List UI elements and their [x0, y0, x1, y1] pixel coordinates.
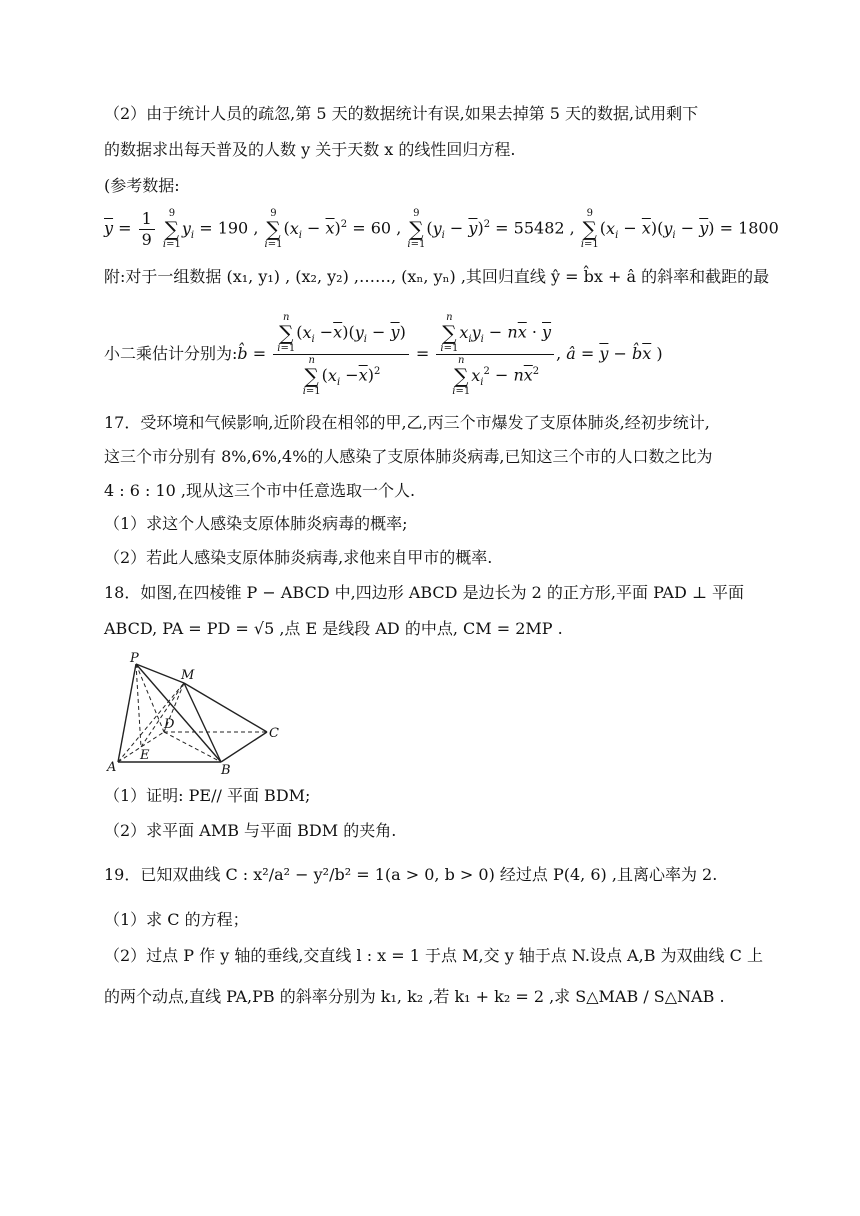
q16-appendix: 附:对于一组数据 (x₁, y₁) , (x₂, y₂) ,……, (xₙ, yₙ) ,其回归直线 ŷ = b̂x + â 的斜率和截距的最 [104, 267, 770, 286]
ref-syy: 55482 [513, 218, 565, 238]
ref-mean-y: 190 [217, 218, 249, 238]
q17-part2: （2）若此人感染支原体肺炎病毒,求他来自甲市的概率. [104, 548, 493, 567]
q19-part2-line2: 的两个动点,直线 PA,PB 的斜率分别为 k₁, k₂ ,若 k₁ + k₂ = 2 ,求 S△MAB / S△NAB . [104, 987, 725, 1006]
label-A: A [107, 760, 117, 775]
q16-ols-formula: 小二乘估计分别为:b̂ = n ∑ i=1 $(x_i -\overline{x})(y_i - \overline{y})$ n ∑ i=1 $(x_i -\overline{x})^2$ = n ∑ i=1 $x_iy_i - n\overline{x} \cdot \overline{y}$ n ∑ i=1 $x_i^2 - n\overline{x}^2$ , â = $\overline{y}$ − $b̂\overline{x}$ ) [104, 312, 663, 397]
q16-reference-formulas: $\overline{y}$ = $\frac{1}{9}$ 9 ∑ i=1 $y_i = 190$ , 9 ∑ i=1 $(x_i - \overline{x})^2 = 60$ , 9 ∑ i=1 $(y_i - \overline{y})^2 = 55482$ , 9 ∑ i=1 $(x_i - \overline{x})(y_i - \overline{y}) = 1800$ [104, 208, 779, 250]
q17-line3: 4 : 6 : 10 ,现从这三个市中任意选取一个人. [104, 481, 416, 500]
q16-part2-line1: （2）由于统计人员的疏忽,第 5 天的数据统计有误,如果去掉第 5 天的数据,试用剩下 [104, 104, 699, 123]
ols-prefix: 小二乘估计分别为: [104, 344, 238, 363]
q16-part2-line2: 的数据求出每天普及的人数 y 关于天数 x 的线性回归方程. [104, 140, 516, 159]
q17-line1: 17．受环境和气候影响,近阶段在相邻的甲,乙,丙三个市爆发了支原体肺炎,经初步统计, [104, 413, 710, 432]
q18-line1: 18．如图,在四棱锥 P − ABCD 中,四边形 ABCD 是边长为 2 的正方形,平面 PAD ⊥ 平面 [104, 583, 745, 602]
q18-part1: （1）证明: PE// 平面 BDM; [104, 786, 311, 805]
label-P: P [130, 651, 139, 666]
ref-sxx: 60 [370, 218, 392, 238]
ref-sxy: 1800 [738, 218, 779, 238]
q17-line2: 这三个市分别有 8%,6%,4%的人感染了支原体肺炎病毒,已知这三个市的人口数之比为 [104, 447, 713, 466]
q18-line2: ABCD, PA = PD = √5 ,点 E 是线段 AD 的中点, CM = 2MP . [104, 619, 563, 638]
q19-part1: （1）求 C 的方程； [104, 910, 249, 929]
q19-line1: 19．已知双曲线 C : x²/a² − y²/b² = 1(a > 0, b > 0) 经过点 P(4, 6) ,且离心率为 2. [104, 865, 718, 884]
pyramid-figure [104, 650, 294, 775]
label-E: E [140, 748, 150, 763]
q18-part2: （2）求平面 AMB 与平面 BDM 的夹角. [104, 821, 397, 840]
label-D: D [164, 717, 175, 732]
q17-part1: （1）求这个人感染支原体肺炎病毒的概率; [104, 514, 408, 533]
label-C: C [269, 726, 279, 741]
q19-part2-line1: （2）过点 P 作 y 轴的垂线,交直线 l : x = 1 于点 M,交 y 轴于点 N.设点 A,B 为双曲线 C 上 [104, 946, 763, 965]
label-B: B [221, 763, 231, 775]
label-M: M [181, 668, 195, 683]
q16-ref-label: (参考数据: [104, 176, 180, 195]
